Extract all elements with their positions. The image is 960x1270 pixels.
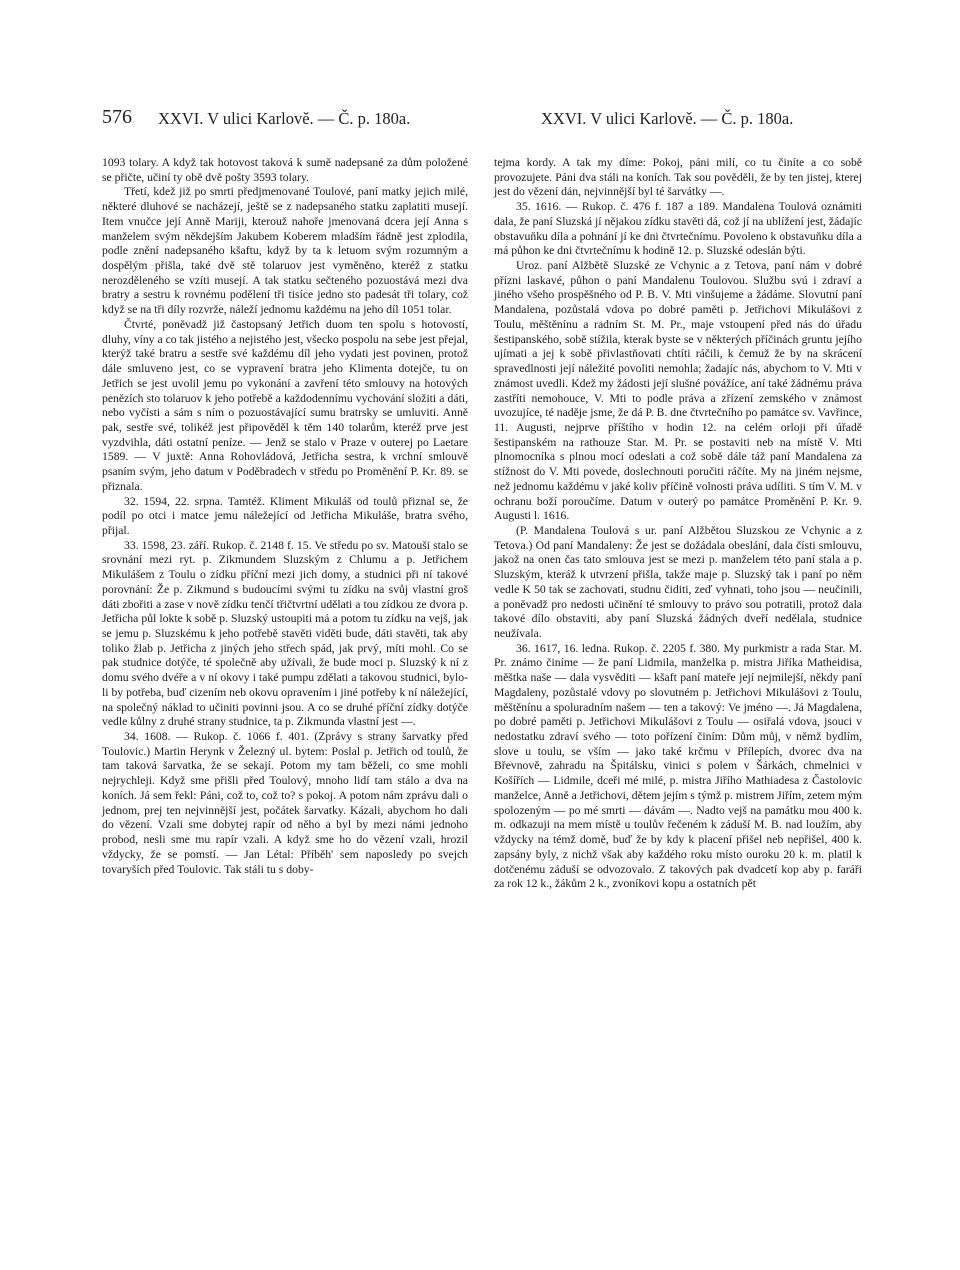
page-number: 576 <box>102 106 132 128</box>
paragraph: 34. 1608. — Rukop. č. 1066 f. 401. (Zprávy s strany šarvatky před Toulovic.) Martin Herynk v Železný ul. bytem: Poslal p. Jetřich od toulů, že tam taková šarvatka, že se sekají. Potom my tam běželi, co sme mohli nejrychleji. Když sme přišli před Toulový, mnoho lidí tam stálo a dva na koních. Já sem řekl: Páni, což to, což to? s pokoj. A potom nám zprávu dali o jednom, prej ten nejvinnější jest, počátek šarvatky. Kázali, abychom ho dali do vězení. Vzali sme dobytej rapír od něho a byl by mezi námi jednoho probod, nesli sme mu rapír vzali. A když sme ho do vězení vzali, hrozil vždycky, že se pomstí. — Jan Létal: Příběh' sem naposledy po svejch tovaryších před Toulovic. Tak stáli tu s doby- <box>102 730 468 876</box>
paragraph: tejma kordy. A tak my díme: Pokoj, páni milí, co tu činíte a co sobě provozujete. Páni dva stáli na koních. Tak sou pověděli, že by ten jistej, kterej jest do vězení dán, nejvinnější byl té šarvátky —. <box>494 156 862 199</box>
paragraph: (P. Mandalena Toulová s ur. paní Alžbětou Sluzskou ze Vchynic a z Tetova.) Od paní Mandaleny: Že jest se dožádala obeslání, dala čísti smlouvu, jakož na onen čas tato smlouva jest se mezi p. manželem této paní stala a p. Sluzským, kteráž k utvrzení přišla, takže maje p. Sluzský tak i paní po něm vedle K 50 tak se zachovati, studnu čiditi, zeď vyhnati, toho jsou — neučinili, a poněvadž pro nedosti učinění té smlouvy to právo sou potratili, protož dala takové dílo obstaviti, aby paní Sluzská žádných dveří nedělala, studnice neužívala. <box>494 523 862 640</box>
paragraph: 1093 tolary. A když tak hotovost taková k sumě nadepsané za dům položené se přičte, učiní ty obě dvě pošty 3593 tolary. <box>102 156 468 184</box>
right-column <box>494 156 862 892</box>
paragraph: Uroz. paní Alžbětě Sluzské ze Vchynic a z Tetova, paní nám v dobré přízni laskavé, půhon o paní Mandalenu Toulovou. Službu svú i zdraví a jiného všeho prospěšného od P. B. V. Mti vinšujeme a žádáme. Slovutní paní Mandalena, pozůstalá vdova po dobré paměti p. Jetřichovi Mikulášovi z Toulu, měštěnínu a radním St. M. Pr., maje vstoupení před nás do úřadu šestipanského, sobě stížila, kterak byste se v některých příčinách gruntu jejího ujímati a jej k sobě přivlastňovati chtíti ráčili, k čemuž že by na skrácení spravedlnosti její náležité povoliti nemohla; žadajíc nás, abychom to V. Mti v známost uvedli. Kdež my žádosti její slušné povážíce, aní také žádnému práva zastříti nemohouce, V. Mti to podle práva a zřízení zemského v známost uvozujíce, té naděje jsme, že dá P. B. dne čtvrtečního po památce sv. Vavřince, 11. Augusti, nejprve příštího v hodin 12. na celém orloji při úřadě šestipanském na rathouze Star. M. Pr. se postaviti neb na místě V. Mti plnomocníka s plnou mocí odeslati a což sobě dále táž paní Mandalena za stížnost do V. Mti povede, doslechnouti poručiti ráčíte. My na jiném nejsme, než jednomu každému v jaké koliv příčině volnosti práva udíliti. S tím V. M. v ochranu boží poroučíme. Datum v outerý po památce Proměnění P. Kr. 9. Augusti l. 1616. <box>494 259 862 523</box>
paragraph: Čtvrté, poněvadž již častopsaný Jetřich duom ten spolu s hotovostí, dluhy, víny a co tak jistého a nejistého jest, všecko pospolu na sebe jest přejal, kterýž také bratru a sestře své každému díl jeho vydati jest povinen, protož dále smluveno jest, co se vypravení bratra jeho Klimenta dotejče, tu on Jetřich se jest uvolil jemu po vykonání a zavření této smlouvy na hotových penězích sto tolaruov k jeho potřebě a každodennímu vychování složiti a dáti, nebo vyčísti a sám s ním o pozuostávající sumu bratrsky se umluviti. Anně pak, sestře své, tolikéž jest připověděl k těm 140 tolarům, kteréž prve jest vyzdvihla, dáti ostatní peníze. — Jenž se stalo v Praze v outerej po Laetare 1589. — V juxtě: Anna Rohovládová, Jetřicha sestra, k vrchní smlouvě psaním svým, jeho datum v Poděbradech v středu po Proměnění P. Kr. 89. se přiznala. <box>102 317 468 493</box>
running-head-right: XXVI. V ulici Karlově. — Č. p. 180a. <box>541 109 794 128</box>
running-header <box>0 106 960 136</box>
running-head-left: XXVI. V ulici Karlově. — Č. p. 180a. <box>158 109 411 128</box>
paragraph: 32. 1594, 22. srpna. Tamtéž. Kliment Mikuláš od toulů přiznal se, že podíl po otci i matce jemu náležející od Jetřicha Mikuláše, bratra svého, přijal. <box>102 494 468 537</box>
left-column <box>102 156 468 877</box>
paragraph: Třetí, kdež již po smrti předjmenované Toulové, paní matky jejich milé, některé dluhové se nacházejí, ještě se z nadepsaného statku zaplatiti musejí. Item vnučce její Anně Mariji, kterouž nahoře jmenovaná dcera její Anna s manželem svým někdejším Jakubem Koberem mladším řádně jest zplodila, podle znění nadepsaného kšaftu, když by ta k letuom svým rozumným a dospělým přišla, také dvě stě tolaruov jest vyměněno, kteréž z statku nerozděleného se vzíti musejí. A tak statku sečteného pozuostává mezi dva bratry a sestru k rovnému podělení tři tisíce jedno sto padesát tři tolary, což když se na tři díly rozvrže, náleží jednomu každému na jeho díl 1051 tolar. <box>102 185 468 317</box>
paragraph: 35. 1616. — Rukop. č. 476 f. 187 a 189. Mandalena Toulová oznámiti dala, že paní Sluzská jí nějakou zídku stavěti dá, což jí na ublížení jest, žádajíc obstavuňku díla a pohnání jí ke dni čtvrtečnímu. Povoleno k obstavuňku díla a má půhon ke dni čtvrtečnímu k hodině 12. p. Sluzské odeslán býti. <box>494 200 862 258</box>
paragraph: 36. 1617, 16. ledna. Rukop. č. 2205 f. 380. My purkmistr a rada Star. M. Pr. známo činíme — že paní Lidmila, manželka p. mistra Jiříka Matheidisa, měštka naše — dala vysvěditi — kšaft paní mateře její nejmilejší, někdy paní Magdaleny, pozůstalé vdovy po slovutném p. Jetřichovi Mikulášovi z Toulu, měštěnínu a spoluradním našem — ten a takový: Ve jméno —. Já Magdalena, po dobré paměti p. Jetřichovi Mikulášovi z Toulu — osiřalá vdova, jsouci v nedostatku zdraví svého — toto pořízení činím: Dům můj, v němž bydlím, slove u toulu, se vším — jako také krčmu v Přílepích, dvorec dva na Břevnově, zahradu na Špitálsku, vinici s polem v Šárkách, chmelnici v Košířích — Lidmile, dceři mé milé, p. mistra Jiřího Mathiadesa z Častolovic manželce, Anně a Jetřichovi, dětem jejím s týmž p. mistrem Jiřím, zetem mým spolozeným — po mé smrti — dávám —. Nadto vejš na památku mou 400 k. m. odkazuji na mem místě u toulův řečeném k záduší M. B. nad loužím, aby vždycky na témž domě, buď že by kdy k placení přišel neb nepřišel, 400 k. zapsány byly, z nichž však aby každého roku místo ouroku 20 k. m. platil k dotčenému záduší se odvozovalo. Z takových pak dvadcetí kop aby p. faráři za rok 12 k., žákům 2 k., zvoníkovi kopu a ostatních pět <box>494 641 862 891</box>
paragraph: 33. 1598, 23. září. Rukop. č. 2148 f. 15. Ve středu po sv. Matouši stalo se srovnání mezi ryt. p. Zikmundem Sluzským z Chlumu a p. Jetřichem Mikulášem z Toulu o zídku příční mezi jich domy, a studnici při ní takové porovnání: Že p. Zikmund s budoucími svými tu zídku na svůj vlastní groš dáti zbořiti a zase v nově zídku tenčí třičtvrtní udělati a tou zídkou ze dvora p. Jetřicha půl lokte k sobě p. Sluzský ustoupiti má a potom tu zídku na vejš, jak se jemu p. Sluzskému k jeho potřebě stavěti viděti bude, dáti stavěti, tak aby toliko žlab p. Jetřicha z jiných jeho střech spád, jak prvý, míti mohl. Co se pak studnice dotýče, té společně aby užívali, že bude moci p. Sluzský k ní z domu svého dvéře a v ní okovy i také pumpu zdělati a takovou studnici, bylo-li by potřeba, buď cizením neb okovu opravením i jiné potřeby k ní náležející, na společný náklad to učiniti povinni jsou. A co se druhé příční zídky dotýče vedle kůlny z druhé strany studnice, ta p. Zikmunda vlastní jest —. <box>102 538 468 729</box>
